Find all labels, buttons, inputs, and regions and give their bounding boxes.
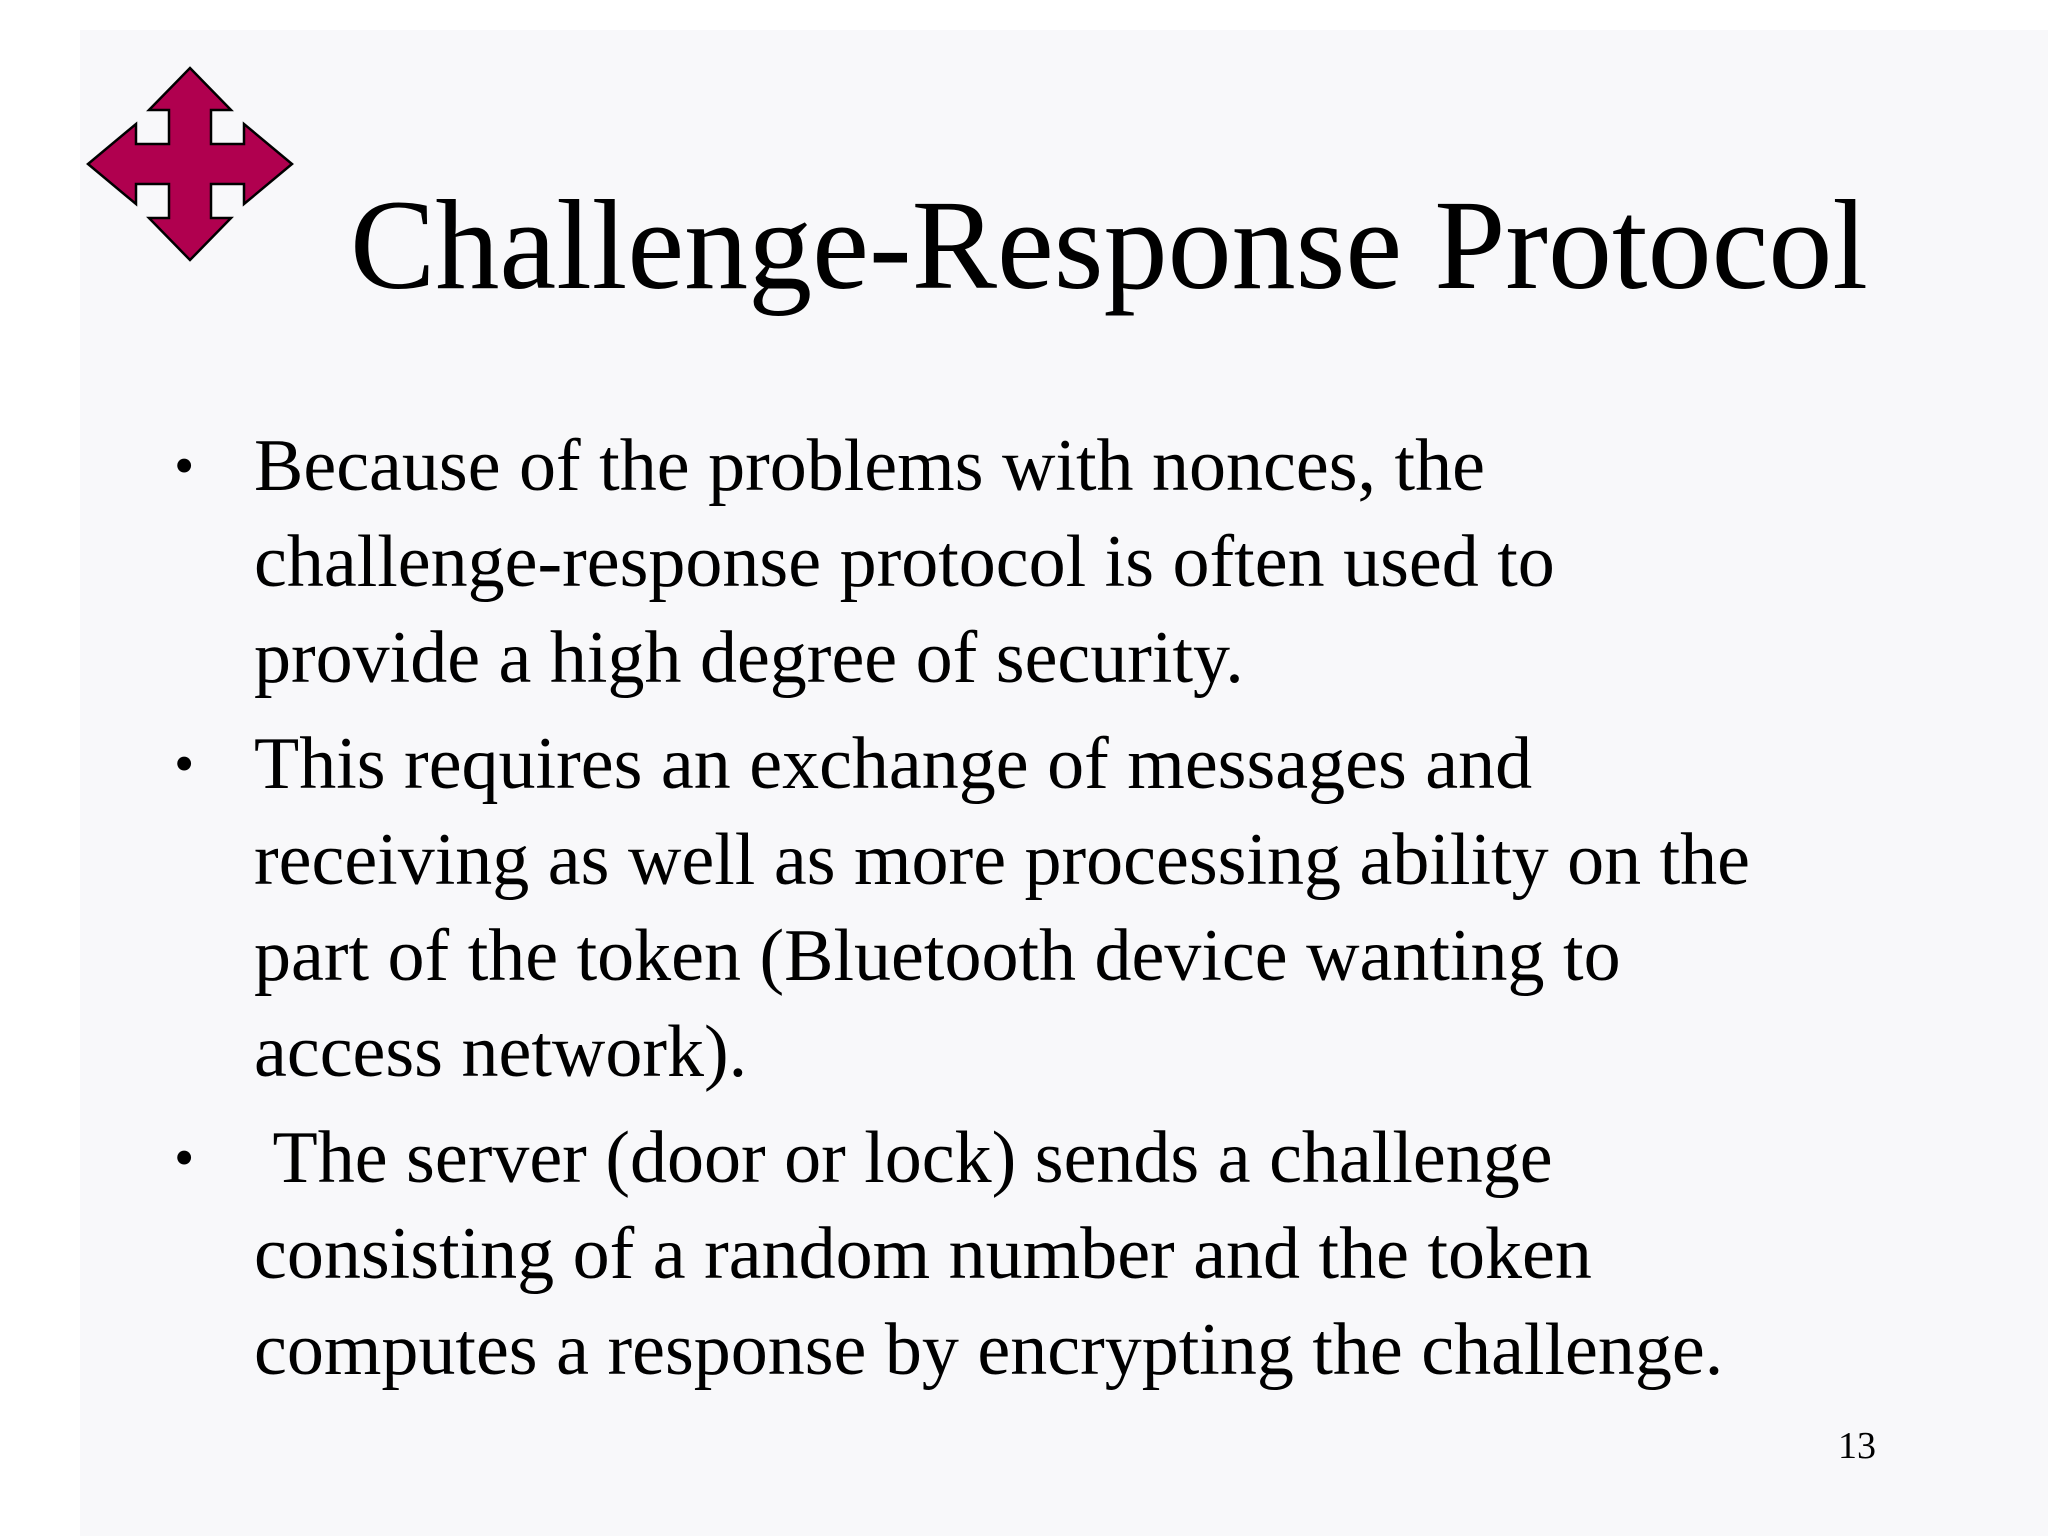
bullet-line: receiving as well as more processing ability on the: [254, 819, 1751, 901]
bullet-line: This requires an exchange of messages and: [254, 723, 1533, 805]
bullet-line: computes a response by encrypting the challenge.: [254, 1309, 1724, 1391]
bullet-item: [170, 1110, 1930, 1398]
slide-title: Challenge-Response Protocol: [350, 174, 1868, 316]
bullet-line: access network).: [254, 1011, 748, 1093]
bullet-item: [170, 418, 1930, 706]
page-number: 13: [1838, 1425, 1876, 1467]
bullet-line: provide a high degree of security.: [254, 617, 1244, 699]
bullet-marker: •: [174, 731, 195, 796]
bullet-item: [170, 716, 1930, 1100]
bullet-list: [170, 418, 1930, 1408]
bullet-line: The server (door or lock) sends a challenge: [254, 1117, 1553, 1199]
bullet-line: challenge-response protocol is often used to: [254, 521, 1555, 603]
bullet-line: Because of the problems with nonces, the: [254, 425, 1485, 507]
four-way-arrow-icon: [82, 64, 298, 264]
bullet-line: consisting of a random number and the token: [254, 1213, 1592, 1295]
bullet-marker: •: [174, 433, 195, 498]
bullet-marker: •: [174, 1125, 195, 1190]
bullet-line: part of the token (Bluetooth device wanting to: [254, 915, 1621, 997]
